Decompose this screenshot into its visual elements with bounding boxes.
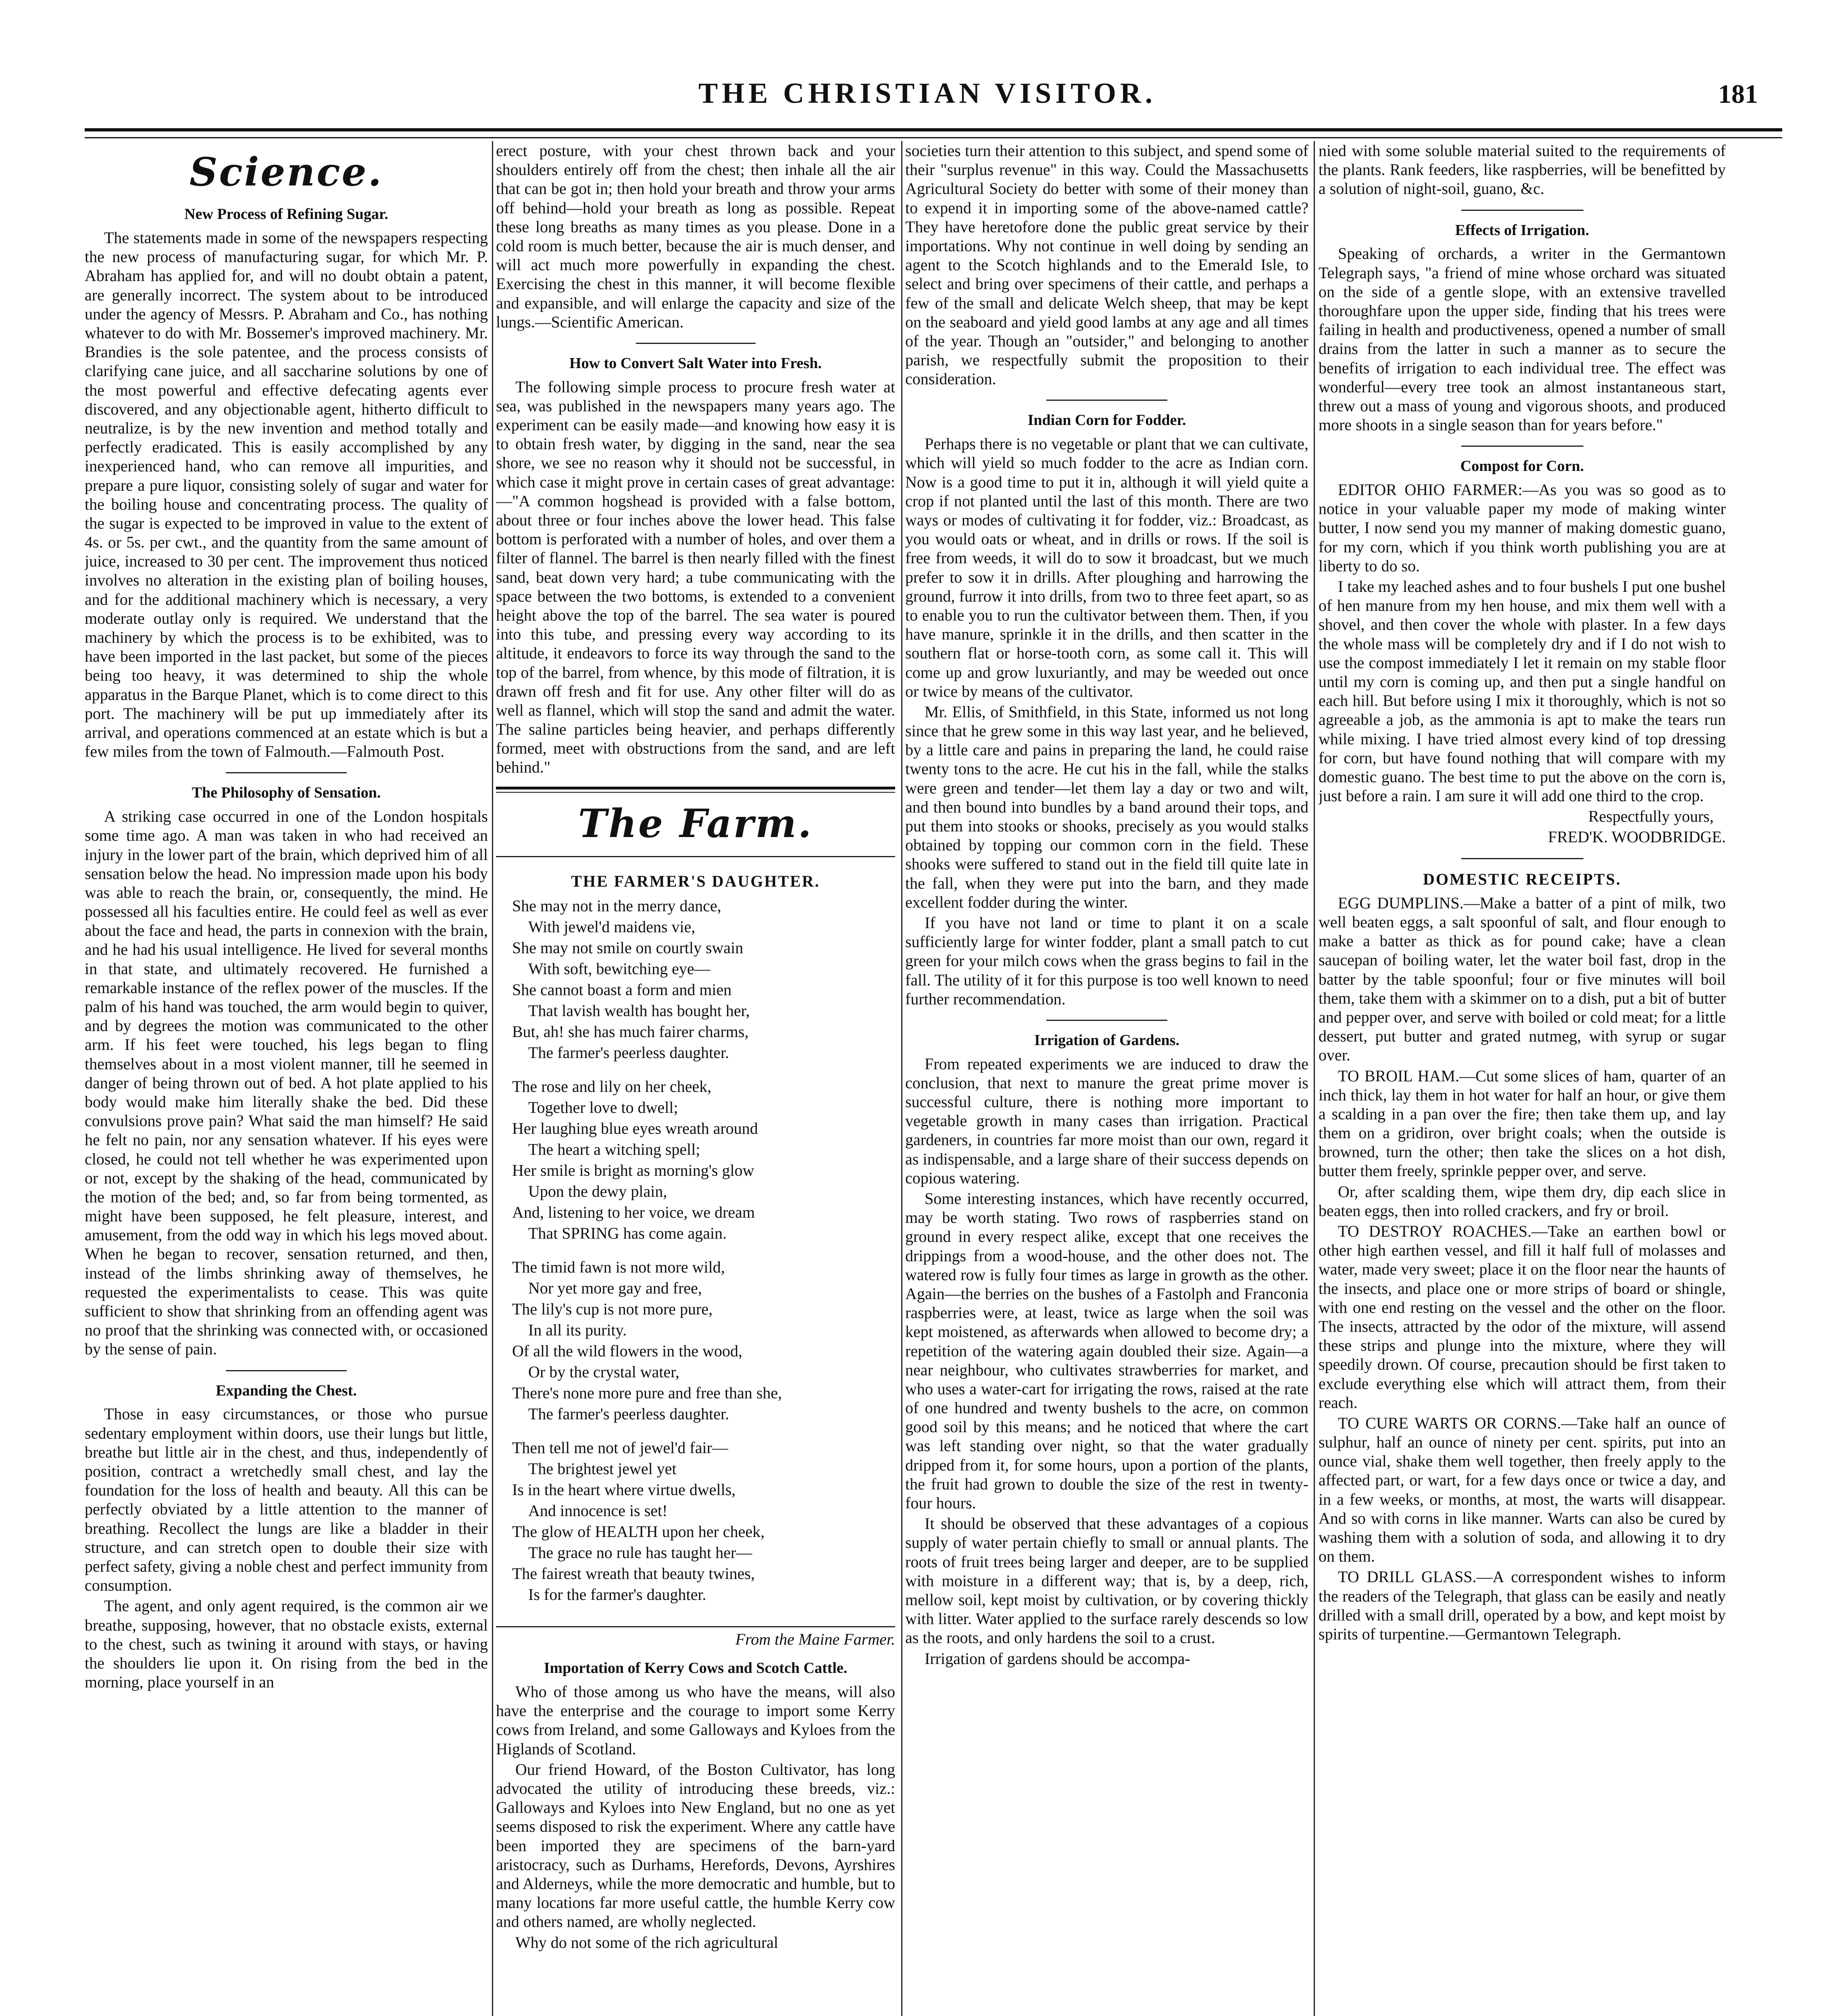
poem-stanza <box>512 896 895 1063</box>
article-paragraph: Our friend Howard, of the Boston Cultivator, has long advocated the utility of introducing these breeds, viz.: Galloways and Kyloes into New England, but no one as yet seems disposed to risk the experiment. Where any cattle have been imported they are specimens of the barn-yard aristocracy, such as Durhams, Herefords, Devons, Ayrshires and Alderneys, while the more democratic and humble, but to many locations far more useful cattle, the humble Kerry cow and others named, are wholly neglected. <box>496 1760 895 1931</box>
article-paragraph: EDITOR OHIO FARMER:—As you was so good as to notice in your valuable paper my mode of making winter butter, I now send you my manner of making domestic guano, for my corn, which if you think worth publishing you are at liberty to do so. <box>1319 481 1726 575</box>
poem-line: The brightest jewel yet <box>528 1460 677 1478</box>
poem-line: Her laughing blue eyes wreath around <box>512 1119 758 1138</box>
recipe-paragraph <box>1319 1222 1726 1412</box>
poem-box <box>496 856 895 1627</box>
poem-stanza <box>512 1076 895 1244</box>
poem-line: The farmer's peerless daughter. <box>528 1043 729 1062</box>
poem-line: In all its purity. <box>528 1321 627 1339</box>
column-3 <box>905 141 1308 2016</box>
section-heading-science: Science. <box>189 149 383 195</box>
poem <box>512 896 895 1605</box>
recipe-paragraph <box>1319 1567 1726 1643</box>
recipe-text: —Cut some slices of ham, quarter of an inch thick, lay them in hot water for half an hour, or give them a scalding in a pan over the fire; then take them up, and lay them on a gridiron, over bright coals; when the outside is browned, turn the other; then take the slices on a hot dish, butter them freely, sprinkle pepper over, and serve. <box>1319 1066 1726 1180</box>
article-paragraph: The statements made in some of the newspapers respecting the new process of manufacturing sugar, for which Mr. P. Abraham has applied for, and will no doubt obtain a patent, are generally incorrect. The system about to be introduced under the agency of Messrs. P. Abraham and Co., has nothing whatever to do with Mr. Bossemer's improved machinery. Mr. Brandies is the sole patentee, and the process consists of clarifying cane juice, and all saccharine solutions by one of the most powerful and effective defecating agents ever discovered, and any objectionable agent, hitherto difficult to neutralize, is by the new invention and method totally and perfectly eradicated. This is easily accomplished by any inexperienced hand, who can remove all impurities, and prepare a pure liquor, consisting solely of sugar and water for the boiling house and concentrating process. The quality of the sugar is expected to be improved in value to the extent of 4s. or 5s. per cwt., and the quantity from the same amount of juice, increased to 30 per cent. The improvement thus noticed involves no alteration in the existing plan of boiling houses, and for the additional machinery which is necessary, a very moderate outlay only is required. We understand that the machinery by which the process is to be exhibited, was to have been imported in the last packet, but some of the pieces being too heavy, it was determined to ship the whole apparatus in the Barque Planet, which is to come direct to this port. The machinery will be put up immediately after its arrival, and operations commenced at an estate which is but a few miles from the town of Falmouth.—Falmouth Post. <box>85 229 488 761</box>
article-paragraph: Who of those among us who have the means, will also have the enterprise and the courage to import some Kerry cows from Ireland, and some Galloways and Kyloes from the Higlands of Scotland. <box>496 1683 895 1758</box>
article-paragraph: Some interesting instances, which have recently occurred, may be worth stating. Two rows of raspberries stand on ground in every respect alike, except that one receives the drippings from a wood-house, and the other does not. The watered row is fully four times as large in growth as the other. Again—the berries on the bushes of a Fastolph and Franconia raspberries were, at least, twice as large when the soil was kept moistened, as afterwards when allowed to become dry; a repetition of the watering again doubled their size. Again—a near neighbour, who cultivates strawberries for market, and who uses a water-cart for irrigating the rows, raised at the rate of one hundred and twenty bushels to the acre, on common good soil by this means; and he noticed that where the cart was left standing over night, so that the water gradually dripped from it, for some hours, upon a portion of the plants, the fruit had grown to double the size of the rest in twenty-four hours. <box>905 1189 1308 1512</box>
article-title: Irrigation of Gardens. <box>1034 1031 1179 1049</box>
article-paragraph: From repeated experiments we are induced to draw the conclusion, that next to manure the great prime mover is successful culture, there is nothing more important to vegetable growth in many cases than irrigation. Practical gardeners, in countries far more moist than our own, regard it as indispensable, and a large share of their success depends on copious watering. <box>905 1054 1308 1187</box>
divider <box>226 772 347 773</box>
column-1 <box>85 141 488 2016</box>
recipe-lead: TO DESTROY ROACHES. <box>1338 1222 1532 1241</box>
poem-line: Her smile is bright as morning's glow <box>512 1161 754 1180</box>
section-rule <box>496 787 895 793</box>
recipe-lead: TO CURE WARTS OR CORNS. <box>1338 1414 1561 1432</box>
column-divider <box>492 141 493 2016</box>
article-title: How to Convert Salt Water into Fresh. <box>569 354 822 372</box>
poem-line: Is in the heart where virtue dwells, <box>512 1481 736 1499</box>
article-continuation: erect posture, with your chest thrown back and your shoulders entirely off from the chest; then inhale all the air that can be got in; then hold your breath and throw your arms off behind—hold your breath as long as possible. Repeat these long breaths as many times as you please. Done in a cold room is much better, because the air is much denser, and will act much more powerfully in expanding the chest. Exercising the chest in this manner, it will become flexible and expansible, and will enlarge the capacity and size of the lungs.—Scientific American. <box>496 142 895 331</box>
article-paragraph: Perhaps there is no vegetable or plant that we can cultivate, which will yield so much fodder to the acre as Indian corn. Now is a good time to put it in, although it will yield quite a crop if not planted until the last of this month. There are two ways or modes of cultivating it for fodder, viz.: Broadcast, as you would oats or wheat, and in drills or rows. If the soil is free from weeds, it will do to sow it broadcast, but we much prefer to sow it in drills. After ploughing and harrowing the ground, furrow it into drills, from two to three feet apart, so as to enable you to run the cultivator between them. Then, if you have manure, sprinkle it in the drills, and then scatter in the southern flat or horse-tooth corn, as some call it. This will come up and grow luxuriantly, and may be weeded out once or twice by means of the cultivator. <box>905 435 1308 700</box>
column-4 <box>1319 141 1726 2016</box>
signature-name: FRED'K. WOODBRIDGE. <box>1548 828 1726 846</box>
recipe-lead: TO DRILL GLASS. <box>1338 1568 1477 1586</box>
poem-line: That SPRING has come again. <box>528 1224 727 1243</box>
recipe-lead: EGG DUMPLINS. <box>1338 893 1464 912</box>
poem-line: The grace no rule has taught her— <box>528 1543 752 1562</box>
poem-line: She may not smile on courtly swain <box>512 939 744 957</box>
masthead <box>81 77 1774 121</box>
article-paragraph: The agent, and only agent required, is the common air we breathe, supposing, however, that no obstacle exists, external to the chest, such as twining it around with stays, or having the shoulders lie upon it. On rising from the bed in the morning, place yourself in an <box>85 1597 488 1691</box>
divider <box>1461 210 1583 211</box>
article-paragraph: A striking case occurred in one of the London hospitals some time ago. A man was taken in who had received an injury in the lower part of the brain, which deprived him of all sensation below the head. No impression made upon his body was able to reach the brain, or, consequently, the mind. He possessed all his faculties entire. He could feel as well as ever about the face and head, the parts in connexion with the brain, and he had his usual intelligence. He lived for several months in that state, and ultimately recovered. He furnished a remarkable instance of the reflex power of the muscles. If the palm of his hand was touched, the arm would begin to quiver, and by degrees the motion was communicated to the other arm. If his feet were touched, his legs began to fling themselves about in a most violent manner, till he seemed in danger of being thrown out of bed. A hot plate applied to his body would make him literally shake the bed. Did these convulsions prove pain? What said the man himself? He said he felt no pain, nor any sensation whatever. If his eyes were closed, he could not tell whether he was experimented upon or not, except by the shaking of the head, communicated by the motion of the bed; and, so far from being tormented, as might have been supposed, he felt pleasure, interest, and amusement, from the odd way in which his legs moved about. When he began to recover, sensation returned, and then, instead of the limbs shrinking away of themselves, he requested the experimentalists to cease. This was quite sufficient to show that shrinking from an offending agent was no proof that the shrinking was connected with, or occasioned by the sense of pain. <box>85 807 488 1358</box>
article-paragraph: Mr. Ellis, of Smithfield, in this State, informed us not long since that he grew some in this way last year, and he believed, by a little care and pains in preparing the land, he could raise twenty tons to the acre. He cut his in the fall, while the stalks were green and tender—let them lay a day or two and wilt, and then bound into bundles by a band around their tops, and put them into stooks or shooks, precisely as you would stalks obtained by topping our common corn in the field. These shooks were suffered to stand out in the field till quite late in the fall, when they were put into the barn, and they made excellent fodder during the winter. <box>905 702 1308 911</box>
article-paragraph: Why do not some of the rich agricultural <box>515 1933 779 1951</box>
section-heading-farm: The Farm. <box>578 800 813 846</box>
poem-line: That lavish wealth has bought her, <box>528 1002 750 1020</box>
poem-line: Of all the wild flowers in the wood, <box>512 1342 742 1360</box>
signature-line: Respectfully yours, <box>1588 807 1714 826</box>
recipe-text: —Make a batter of a pint of milk, two well beaten eggs, a salt spoonful of salt, and flour enough to make a batter as thick as for pound cake; have a clean saucepan of boiling water, let the water boil fast, drop in the batter by the table spoonful; four or five minutes will boil them, take them with a skimmer on to a dish, put a bit of butter and pepper over, and serve with boiled or cold meat; for a little dessert, put butter and grated nutmeg, with syrup or sugar over. <box>1319 893 1726 1064</box>
article-paragraph: I take my leached ashes and to four bushels I put one bushel of hen manure from my hen house, and mix them well with a shovel, and then cover the whole with plaster. In a few days the whole mass will be completely dry and if I do not wish to use the compost immediately I let it remain on my stable floor until my corn is coming up, and then put a single handful on each hill. But before using I mix it thoroughly, which is not so agreeable a job, as the ammonia is apt to make the tears run while mixing. I have tried almost every kind of top dressing for corn, but have found nothing that will compare with my domestic guano. The best time to put the above on the corn is, just before a rain. I am sure it will add one third to the crop. <box>1319 577 1726 805</box>
article-title: DOMESTIC RECEIPTS. <box>1423 870 1621 888</box>
poem-line: Nor yet more gay and free, <box>528 1279 702 1297</box>
poem-line: The fairest wreath that beauty twines, <box>512 1564 755 1583</box>
divider <box>226 1370 347 1371</box>
divider <box>1461 446 1583 447</box>
column-divider <box>901 141 902 2016</box>
article-title: Compost for Corn. <box>1460 458 1584 475</box>
article-paragraph: The following simple process to procure fresh water at sea, was published in the newspapers many years ago. The experiment can be easily made—and knowing how easy it is to obtain fresh water, by digging in the sand, near the sea shore, we see no reason why it should not be successful, in which case it might prove in certain cases of great advantage:—"A common hogshead is provided with a false bottom, about three or four inches above the lower head. This false bottom is perforated with a number of holes, and over them a filter of flannel. The barrel is then nearly filled with the finest sand, beat down very hard; a tube communicating with the space between the two bottoms, is extended to a convenient height above the top of the barrel. The sea water is poured into this tube, and pressing every way according to its altitude, it endeavors to force its way through the sand to the top of the barrel, from whence, by this mode of filtration, it is drawn off fresh and fit for use. Any other filter will do as well as flannel, which will stop the sand and admit the water. The saline particles being heavier, and perhaps differently formed, meet with obstructions from the sand, and are left behind." <box>496 377 895 777</box>
poem-stanza <box>512 1437 895 1605</box>
poem-line: With soft, bewitching eye— <box>528 960 710 978</box>
page-number: 181 <box>1718 79 1758 109</box>
article-paragraph: Speaking of orchards, a writer in the Germantown Telegraph says, "a friend of mine whose orchard was situated on the side of a gentle slope, with an extensive travelled thoroughfare upon the upper side, finding that his trees were failing in health and productiveness, opened a number of small drains from the latter in such a manner as to secure the benefits of irrigation to each individual tree. The effect was wonderful—every tree took an almost instantaneous start, threw out a mass of young and vigorous shoots, and produced more shoots in a single season than for years before." <box>1319 244 1726 434</box>
poem-line: Together love to dwell; <box>528 1098 678 1117</box>
article-continuation: societies turn their attention to this subject, and spend some of their "surplus revenue" in this way. Could the Massachusetts Agricultural Society do better with some of their money than to expend it in importing some of the above-named cattle? They have heretofore done the public great service by their importations. Why not continue in well doing by sending an agent to the Scotch highlands and to the Emerald Isle, to select and bring over specimens of their cattle, and perhaps a few of the small and delicate Welch sheep, that may be kept on the seaboard and yield good lambs at any age and all times of the year. Though an "outsider," and belonging to another parish, we respectfully submit the proposition to their consideration. <box>905 142 1308 388</box>
poem-line: She may not in the merry dance, <box>512 897 721 915</box>
column-2 <box>496 141 895 2016</box>
masthead-rule <box>85 128 1782 138</box>
poem-line: The lily's cup is not more pure, <box>512 1300 713 1318</box>
article-title: Indian Corn for Fodder. <box>1027 412 1186 429</box>
poem-line: And, listening to her voice, we dream <box>512 1203 755 1222</box>
recipe-text: —Take half an ounce of sulphur, half an ounce of ninety per cent. spirits, put into an ounce vial, shake them well together, then freely apply to the affected part, or wart, for a few days once or twice a day, and in a few weeks, or months, at most, the warts will disappear. And so with corns in like manner. Warts can also be cured by washing them with a solution of soda, and allowing it to dry on them. <box>1319 1414 1726 1566</box>
recipe-text: —A correspondent wishes to inform the readers of the Telegraph, that glass can be easily and neatly drilled with a small drill, operated by a bow, and kept moist by spirits of turpentine.—Germantown Telegraph. <box>1319 1568 1726 1643</box>
article-paragraph: Irrigation of gardens should be accompa- <box>925 1649 1190 1668</box>
article-title: Effects of Irrigation. <box>1455 221 1589 239</box>
divider <box>1046 400 1167 401</box>
poem-line: Upon the dewy plain, <box>528 1182 667 1201</box>
poem-line: The farmer's peerless daughter. <box>528 1405 729 1423</box>
article-paragraph: If you have not land or time to plant it on a scale sufficiently large for winter fodder, plant a small patch to cut green for your milch cows when the grass begins to fail in the fall. The utility of it for this purpose is too well known to need further recommendation. <box>905 913 1308 1008</box>
article-paragraph: Those in easy circumstances, or those who pursue sedentary employment within doors, use their lungs but little, breathe but little air in the chest, and thus, independently of position, contract a wretchedly small chest, and lay the foundation for the loss of health and beauty. All this can be perfectly obviated by a little attention to the manner of breathing. Recollect the lungs are like a bladder in their structure, and can stretch open to double their size with perfect safety, giving a noble chest and perfect immunity from consumption. <box>85 1405 488 1595</box>
poem-line: She cannot boast a form and mien <box>512 981 732 999</box>
poem-line: And innocence is set! <box>528 1502 668 1520</box>
column-divider <box>1314 141 1315 2016</box>
article-title: New Process of Refining Sugar. <box>184 206 388 223</box>
poem-line: The rose and lily on her cheek, <box>512 1077 712 1096</box>
article-title: Expanding the Chest. <box>216 1382 357 1399</box>
poem-line: The timid fawn is not more wild, <box>512 1258 725 1277</box>
poem-line: Is for the farmer's daughter. <box>528 1585 706 1604</box>
article-paragraph: It should be observed that these advantages of a copious supply of water pertain chiefly to small or annual plants. The roots of fruit trees being larger and deeper, are to be supplied with moisture in a different way; that is, by a deep, rich, mellow soil, kept moist by cultivation, or by covering thickly with litter. Water applied to the surface rarely descends so low as the roots, and only hardens the soil to a crust. <box>905 1514 1308 1647</box>
recipe-paragraph <box>1319 1414 1726 1566</box>
recipe-lead: TO BROIL HAM. <box>1338 1066 1460 1085</box>
divider <box>1046 1020 1167 1021</box>
recipe-paragraph <box>1319 1066 1726 1181</box>
poem-title: THE FARMER'S DAUGHTER. <box>571 872 820 890</box>
divider <box>1461 858 1583 859</box>
article-title: Importation of Kerry Cows and Scotch Cattle. <box>544 1660 848 1677</box>
article-source: From the Maine Farmer. <box>735 1630 895 1649</box>
newspaper-title: THE CHRISTIAN VISITOR. <box>698 77 1156 109</box>
article-continuation: nied with some soluble material suited to the requirements of the plants. Rank feeders, like raspberries, will be benefitted by a solution of night-soil, guano, &c. <box>1319 142 1726 198</box>
poem-line: There's none more pure and free than she, <box>512 1384 782 1402</box>
poem-line: Then tell me not of jewel'd fair— <box>512 1439 728 1457</box>
poem-line: The glow of HEALTH upon her cheek, <box>512 1522 765 1541</box>
recipe-text: —Take an earthen bowl or other high earthen vessel, and fill it half full of molasses and water, made very sweet; place it on the floor near the haunts of the insects, and place one or more strips of board or shingle, with one end resting on the vessel and the other on the floor. The insects, attracted by the odor of the mixture, will assend these strips and plunge into the mixture, where they will speedily drown. Of course, precaution should be first taken to exclude everything else which will attract them, from their reach. <box>1319 1222 1726 1412</box>
article-title: The Philosophy of Sensation. <box>192 784 381 802</box>
poem-line: But, ah! she has much fairer charms, <box>512 1023 749 1041</box>
recipe-paragraph: Or, after scalding them, wipe them dry, dip each slice in beaten eggs, then into rolled crackers, and fry or broil. <box>1319 1182 1726 1220</box>
poem-line: Or by the crystal water, <box>528 1363 679 1381</box>
poem-line: The heart a witching spell; <box>528 1140 700 1159</box>
poem-line: With jewel'd maidens vie, <box>528 918 696 936</box>
poem-stanza <box>512 1257 895 1425</box>
recipe-paragraph <box>1319 893 1726 1065</box>
divider <box>636 343 756 344</box>
